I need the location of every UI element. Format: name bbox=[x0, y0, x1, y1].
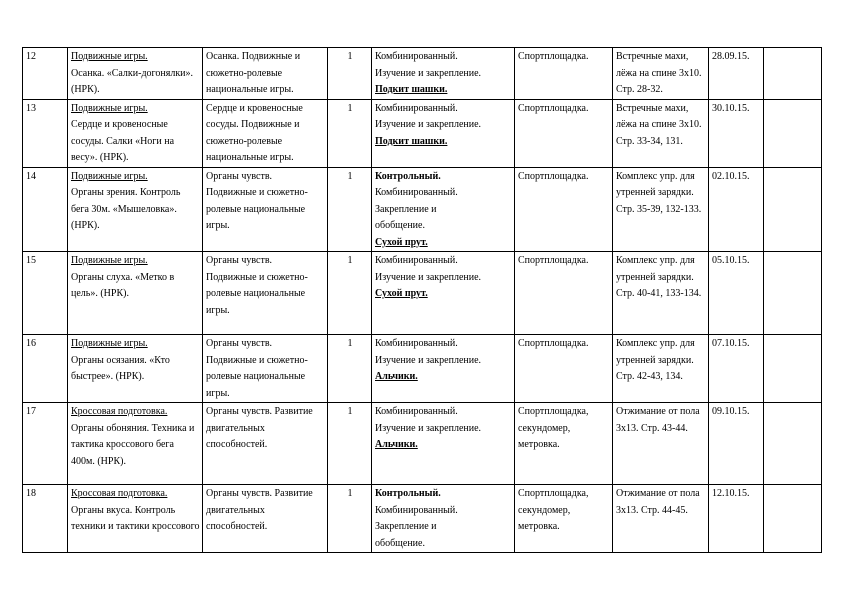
equipment-cell bbox=[515, 48, 613, 100]
hours-value: 1 bbox=[347, 406, 353, 417]
homework-cell bbox=[613, 403, 709, 485]
homework-text: Комплекс упр. для утренней зарядки. Стр. 40-41, 133-134. bbox=[616, 255, 702, 299]
lesson-date: 07.10.15. bbox=[712, 338, 750, 349]
lesson-number-cell bbox=[23, 485, 68, 553]
table-row bbox=[23, 99, 822, 167]
lesson-date: 30.10.15. bbox=[712, 102, 750, 114]
topic-section: Подвижные игры. bbox=[71, 255, 148, 266]
equipment-text: Спортплощадка, секундомер, метровка. bbox=[518, 488, 589, 532]
lesson-type-cell bbox=[372, 335, 515, 403]
topic-cell bbox=[68, 252, 203, 335]
table-row bbox=[23, 403, 822, 485]
table-row bbox=[23, 335, 822, 403]
topic-section: Подвижные игры. bbox=[71, 170, 148, 182]
hours-value: 1 bbox=[347, 488, 353, 499]
lesson-date: 09.10.15. bbox=[712, 406, 750, 417]
homework-cell bbox=[613, 48, 709, 100]
hours-cell bbox=[328, 485, 372, 553]
lesson-type-cell bbox=[372, 252, 515, 335]
topic-cell bbox=[68, 167, 203, 252]
lesson-type-cell bbox=[372, 485, 515, 553]
lesson-type-cell bbox=[372, 48, 515, 100]
equipment-text: Спортплощадка. bbox=[518, 51, 589, 62]
lesson-type: Комбинированный. bbox=[375, 102, 458, 114]
homework-text: Комплекс упр. для утренней зарядки. Стр. 42-43, 134. bbox=[616, 338, 695, 382]
content-cell bbox=[203, 403, 328, 485]
content-cell bbox=[203, 167, 328, 252]
topic-text: Органы вкуса. Контроль техники и тактики кроссового bbox=[71, 504, 200, 532]
lesson-type: Комбинированный. bbox=[375, 338, 458, 349]
content-cell bbox=[203, 48, 328, 100]
equipment-cell bbox=[515, 99, 613, 167]
topic-cell bbox=[68, 99, 203, 167]
content-text: Сердце и кровеносные сосуды. Подвижные и сюжетно-ролевые национальные игры. bbox=[206, 102, 303, 163]
date-cell bbox=[709, 403, 764, 485]
table-row bbox=[23, 167, 822, 252]
lesson-stage: Закрепление и bbox=[375, 521, 437, 532]
content-text: Органы чувств. Подвижные и сюжетно-ролевые национальные игры. bbox=[206, 255, 308, 316]
lesson-date: 05.10.15. bbox=[712, 255, 750, 266]
equipment-text: Спортплощадка, секундомер, метровка. bbox=[518, 406, 589, 450]
lesson-stage: Изучение и закрепление. bbox=[375, 67, 482, 79]
topic-section: Кроссовая подготовка. bbox=[71, 488, 168, 499]
equipment-cell bbox=[515, 403, 613, 485]
lesson-number-cell bbox=[23, 403, 68, 485]
lesson-date: 12.10.15. bbox=[712, 488, 750, 499]
topic-section: Подвижные игры. bbox=[71, 51, 148, 62]
content-text: Осанка. Подвижные и сюжетно-ролевые национальные игры. bbox=[206, 51, 301, 95]
content-text: Органы чувств. Развитие двигательных способностей. bbox=[206, 406, 313, 450]
lesson-number: 17 bbox=[26, 406, 36, 417]
control-label: Контрольный. bbox=[375, 488, 441, 499]
empty-cell bbox=[764, 167, 822, 252]
topic-text: Органы слуха. «Метко в цель». (НРК). bbox=[71, 271, 175, 299]
date-cell bbox=[709, 485, 764, 553]
topic-cell bbox=[68, 48, 203, 100]
homework-text: Отжимание от пола 3х13. Стр. 44-45. bbox=[616, 488, 700, 516]
equipment-cell bbox=[515, 335, 613, 403]
lesson-number-cell bbox=[23, 167, 68, 252]
content-cell bbox=[203, 335, 328, 403]
homework-cell bbox=[613, 167, 709, 252]
lesson-number-cell bbox=[23, 335, 68, 403]
homework-text: Отжимание от пола 3х13. Стр. 43-44. bbox=[616, 406, 700, 434]
control-label: Контрольный. bbox=[375, 170, 441, 182]
hours-cell bbox=[328, 252, 372, 335]
homework-cell bbox=[613, 485, 709, 553]
lesson-date: 28.09.15. bbox=[712, 51, 750, 62]
hours-cell bbox=[328, 99, 372, 167]
topic-text: Органы осязания. «Кто быстрее». (НРК). bbox=[71, 354, 170, 382]
homework-text: Комплекс упр. для утренней зарядки. Стр. 35-39, 132-133. bbox=[616, 170, 702, 215]
table-row bbox=[23, 485, 822, 553]
lesson-type: Комбинированный. bbox=[375, 51, 458, 62]
hours-value: 1 bbox=[347, 338, 353, 349]
table-body bbox=[23, 48, 822, 553]
equipment-text: Спортплощадка. bbox=[518, 102, 589, 114]
lesson-number: 13 bbox=[26, 102, 36, 114]
content-text: Органы чувств. Развитие двигательных способностей. bbox=[206, 488, 313, 532]
topic-cell bbox=[68, 403, 203, 485]
hours-cell bbox=[328, 335, 372, 403]
lesson-number-cell bbox=[23, 99, 68, 167]
hours-value: 1 bbox=[347, 102, 353, 114]
lesson-number: 12 bbox=[26, 51, 36, 62]
topic-cell bbox=[68, 485, 203, 553]
lesson-stage: обобщение. bbox=[375, 537, 425, 549]
lesson-number: 18 bbox=[26, 488, 36, 499]
lesson-number: 15 bbox=[26, 255, 36, 266]
lesson-number: 16 bbox=[26, 338, 36, 349]
lesson-number-cell bbox=[23, 252, 68, 335]
lesson-type: Комбинированный. bbox=[375, 504, 458, 516]
lesson-type-cell bbox=[372, 167, 515, 252]
lesson-type: Комбинированный. bbox=[375, 406, 458, 417]
lesson-stage: обобщение. bbox=[375, 220, 425, 231]
lesson-stage: Изучение и закрепление. bbox=[375, 422, 482, 434]
lesson-number-cell bbox=[23, 48, 68, 100]
homework-cell bbox=[613, 335, 709, 403]
lesson-type: Комбинированный. bbox=[375, 255, 458, 266]
national-game: Сухой прут. bbox=[375, 288, 428, 299]
date-cell bbox=[709, 99, 764, 167]
table-row bbox=[23, 252, 822, 335]
lesson-stage: Изучение и закрепление. bbox=[375, 271, 482, 283]
hours-value: 1 bbox=[347, 255, 353, 266]
content-cell bbox=[203, 485, 328, 553]
national-game: Сухой прут. bbox=[375, 236, 428, 248]
content-cell bbox=[203, 99, 328, 167]
empty-cell bbox=[764, 99, 822, 167]
lesson-number: 14 bbox=[26, 170, 36, 182]
topic-section: Кроссовая подготовка. bbox=[71, 406, 168, 417]
national-game: Подкит шашки. bbox=[375, 84, 448, 95]
lesson-type: Комбинированный. bbox=[375, 187, 458, 198]
topic-text: Органы зрения. Контроль бега 30м. «Мышеловка». (НРК). bbox=[71, 187, 181, 231]
date-cell bbox=[709, 48, 764, 100]
national-game: Альчики. bbox=[375, 439, 418, 450]
national-game: Подкит шашки. bbox=[375, 135, 448, 147]
equipment-cell bbox=[515, 485, 613, 553]
topic-text: Органы обоняния. Техника и тактика кроссового бега 400м. (НРК). bbox=[71, 422, 195, 467]
date-cell bbox=[709, 252, 764, 335]
lesson-stage: Изучение и закрепление. bbox=[375, 354, 482, 366]
hours-cell bbox=[328, 48, 372, 100]
topic-section: Подвижные игры. bbox=[71, 338, 148, 349]
hours-cell bbox=[328, 167, 372, 252]
empty-cell bbox=[764, 485, 822, 553]
empty-cell bbox=[764, 403, 822, 485]
homework-cell bbox=[613, 252, 709, 335]
hours-cell bbox=[328, 403, 372, 485]
empty-cell bbox=[764, 335, 822, 403]
equipment-text: Спортплощадка. bbox=[518, 170, 589, 182]
equipment-text: Спортплощадка. bbox=[518, 255, 589, 266]
lesson-date: 02.10.15. bbox=[712, 170, 750, 182]
empty-cell bbox=[764, 252, 822, 335]
homework-cell bbox=[613, 99, 709, 167]
lesson-stage: Закрепление и bbox=[375, 203, 437, 215]
topic-cell bbox=[68, 335, 203, 403]
lesson-type-cell bbox=[372, 99, 515, 167]
lesson-stage: Изучение и закрепление. bbox=[375, 119, 482, 130]
lesson-plan-table bbox=[22, 47, 822, 553]
table-row bbox=[23, 48, 822, 100]
content-text: Органы чувств. Подвижные и сюжетно-ролевые национальные игры. bbox=[206, 338, 308, 399]
topic-section: Подвижные игры. bbox=[71, 102, 148, 114]
date-cell bbox=[709, 167, 764, 252]
date-cell bbox=[709, 335, 764, 403]
national-game: Альчики. bbox=[375, 371, 418, 382]
topic-text: Сердце и кровеносные сосуды. Салки «Ноги на весу». (НРК). bbox=[71, 119, 175, 163]
hours-value: 1 bbox=[347, 51, 353, 62]
homework-text: Встречные махи, лёжа на спине 3х10. Стр. 33-34, 131. bbox=[616, 102, 702, 147]
empty-cell bbox=[764, 48, 822, 100]
lesson-type-cell bbox=[372, 403, 515, 485]
topic-text: Осанка. «Салки-догонялки». (НРК). bbox=[71, 67, 194, 95]
hours-value: 1 bbox=[347, 170, 353, 182]
homework-text: Встречные махи, лёжа на спине 3х10. Стр. 28-32. bbox=[616, 51, 702, 95]
equipment-cell bbox=[515, 167, 613, 252]
content-text: Органы чувств. Подвижные и сюжетно-ролевые национальные игры. bbox=[206, 170, 308, 231]
equipment-cell bbox=[515, 252, 613, 335]
content-cell bbox=[203, 252, 328, 335]
equipment-text: Спортплощадка. bbox=[518, 338, 589, 349]
